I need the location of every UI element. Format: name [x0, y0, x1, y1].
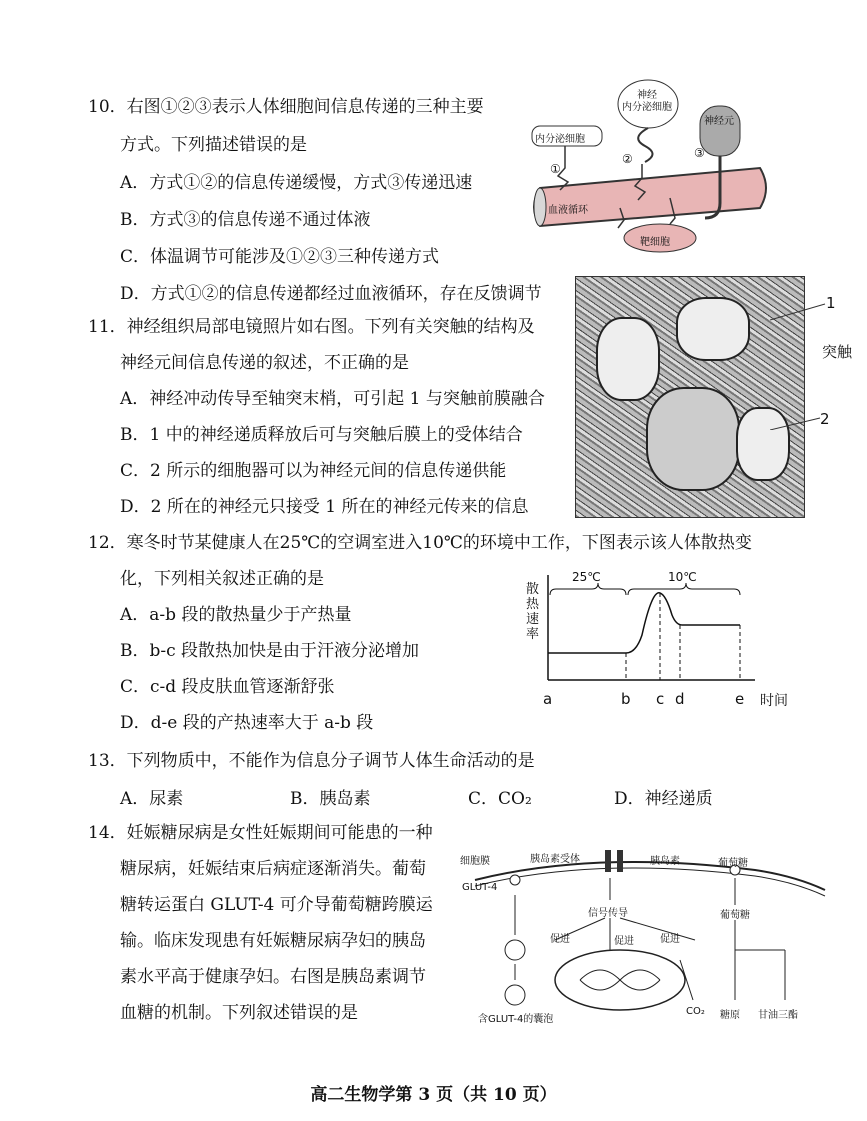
q13-option-a: A．尿素 — [120, 789, 184, 809]
q14-label-co2: CO₂ — [686, 1006, 705, 1017]
q12-tick-c: c — [656, 690, 665, 708]
q14-label-glucose-out: 葡萄糖 — [718, 858, 748, 869]
q12-stem-line2: 化，下列相关叙述正确的是 — [120, 569, 324, 589]
q12-tick-b: b — [621, 690, 631, 708]
q14-line5: 素水平高于健康孕妇。右图是胰岛素调节 — [120, 967, 426, 987]
q14-line3: 糖转运蛋白 GLUT-4 可介导葡萄糖跨膜运 — [120, 895, 433, 915]
q11-label-synapse: 突触 — [822, 343, 853, 361]
q12-tick-e: e — [735, 690, 745, 708]
q12-tick-a: a — [543, 690, 553, 708]
page-footer: 高二生物学第 3 页（共 10 页） — [310, 1085, 557, 1105]
q14-label-promote3: 促进 — [660, 934, 680, 945]
q11-stem-line2: 神经元间信息传递的叙述，不正确的是 — [120, 353, 409, 373]
q11-option-b: B．1 中的神经递质释放后可与突触后膜上的受体结合 — [120, 425, 523, 445]
q10-option-c: C．体温调节可能涉及①②③三种传递方式 — [120, 247, 440, 267]
q14-label-promote2: 促进 — [614, 936, 634, 947]
q14-label-membrane: 细胞膜 — [460, 856, 490, 867]
q12-option-a: A．a-b 段的散热量少于产热量 — [120, 605, 352, 625]
q10-label-blood: 血液循环 — [548, 205, 588, 216]
q10-stem-line1: 10．右图①②③表示人体细胞间信息传递的三种主要 — [88, 97, 484, 117]
q10-label-neuron: 神经元 — [704, 116, 734, 127]
q11-pointer-lines — [770, 290, 830, 430]
q11-stem-line1: 11．神经组织局部电镜照片如右图。下列有关突触的结构及 — [88, 317, 535, 337]
q10-num-3: ③ — [694, 146, 705, 160]
q13-stem: 13．下列物质中，不能作为信息分子调节人体生命活动的是 — [88, 751, 535, 771]
q10-option-a: A．方式①②的信息传递缓慢，方式③传递迅速 — [120, 173, 473, 193]
q14-insulin-figure — [455, 850, 835, 1030]
q13-option-b: B．胰岛素 — [290, 789, 371, 809]
q12-tick-d: d — [675, 690, 685, 708]
q11-label-2: 2 — [820, 410, 830, 428]
q14-label-tg: 甘油三酯 — [758, 1010, 798, 1021]
q13-option-c: C．CO₂ — [468, 789, 532, 809]
q10-stem-line2: 方式。下列描述错误的是 — [120, 135, 307, 155]
q10-option-b: B．方式③的信息传递不通过体液 — [120, 210, 371, 230]
q14-label-signal: 信号传导 — [588, 908, 628, 919]
q14-line2: 糖尿病，妊娠结束后病症逐渐消失。葡萄 — [120, 859, 426, 879]
q12-heat-chart — [520, 565, 800, 710]
q12-y-axis-label: 散热速率 — [526, 582, 540, 642]
q14-label-glucose-in: 葡萄糖 — [720, 910, 750, 921]
q12-option-d: D．d-e 段的产热速率大于 a-b 段 — [120, 713, 374, 733]
q11-option-a: A．神经冲动传导至轴突末梢，可引起 1 与突触前膜融合 — [120, 389, 545, 409]
q12-option-b: B．b-c 段散热加快是由于汗液分泌增加 — [120, 641, 420, 661]
q10-num-2: ② — [622, 152, 633, 166]
q14-label-promote1: 促进 — [550, 934, 570, 945]
q12-temp-10: 10℃ — [668, 570, 697, 584]
q14-label-glycogen: 糖原 — [720, 1010, 740, 1021]
q14-line4: 输。临床发现患有妊娠糖尿病孕妇的胰岛 — [120, 931, 426, 951]
q12-temp-25: 25℃ — [572, 570, 601, 584]
q10-label-neuroendocrine: 神经 内分泌细胞 — [622, 90, 672, 113]
q11-label-1: 1 — [826, 294, 836, 312]
q14-line6: 血糖的机制。下列叙述错误的是 — [120, 1003, 358, 1023]
q14-label-glut4: GLUT-4 — [462, 882, 498, 893]
q12-option-c: C．c-d 段皮肤血管逐渐舒张 — [120, 677, 335, 697]
q11-option-d: D．2 所在的神经元只接受 1 所在的神经元传来的信息 — [120, 497, 529, 517]
q11-option-c: C．2 所示的细胞器可以为神经元间的信息传递供能 — [120, 461, 507, 481]
q10-num-1: ① — [550, 162, 561, 176]
q14-label-vesicle: 含GLUT-4的囊泡 — [478, 1014, 554, 1025]
q10-label-target: 靶细胞 — [640, 237, 670, 248]
q10-label-endocrine: 内分泌细胞 — [535, 134, 585, 145]
q14-label-receptor: 胰岛素受体 — [530, 854, 580, 865]
q14-label-insulin: 胰岛素 — [650, 856, 680, 867]
q12-x-axis-label: 时间 — [760, 693, 788, 709]
q14-line1: 14．妊娠糖尿病是女性妊娠期间可能患的一种 — [88, 823, 433, 843]
q10-option-d: D．方式①②的信息传递都经过血液循环，存在反馈调节 — [120, 284, 542, 304]
q13-option-d: D．神经递质 — [614, 789, 713, 809]
q12-stem-line1: 12．寒冬时节某健康人在25℃的空调室进入10℃的环境中工作，下图表示该人体散热变 — [88, 533, 752, 553]
